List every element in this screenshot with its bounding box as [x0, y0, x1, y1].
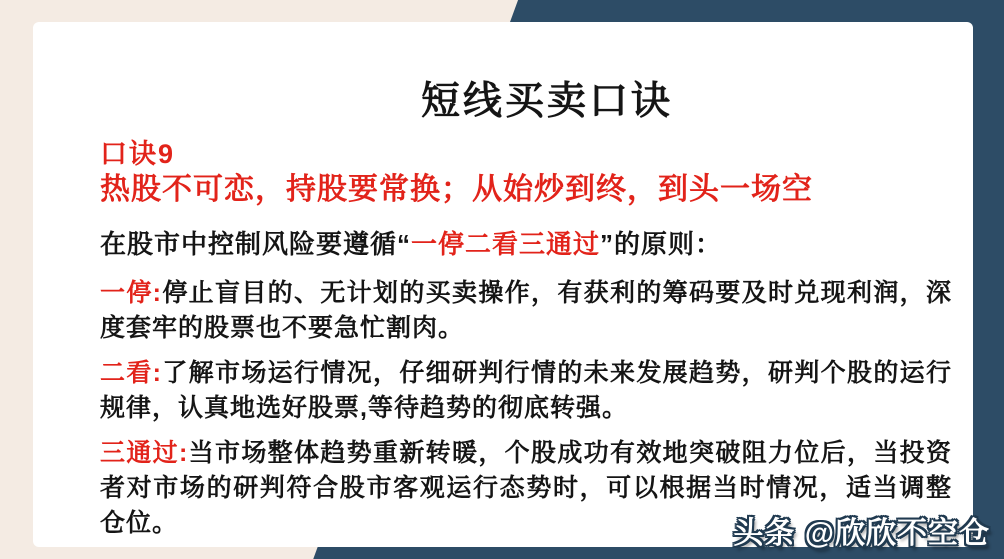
- paragraph-text: 停止盲目的、无计划的买卖操作，有获利的筹码要及时兑现利润，深度套牢的股票也不要急忙割肉。: [100, 279, 952, 342]
- paragraph-label: 三通过:: [100, 439, 189, 467]
- principle-line: [100, 224, 722, 261]
- toutiao-watermark: 头条 @欣欣不空仓: [733, 517, 990, 550]
- principle-suffix: ”的原则：: [600, 229, 723, 259]
- formula-text: 热股不可恋，持股要常换；从始炒到终，到头一场空: [100, 173, 813, 206]
- slide-title: 短线买卖口诀: [420, 80, 673, 123]
- paragraph-label: 一停:: [100, 279, 162, 307]
- paragraph-text: 当市场整体趋势重新转暖，个股成功有效地突破阻力位后，当投资者对市场的研判符合股市客观运行态势时，可以根据当时情况，适当调整仓位。: [100, 439, 952, 537]
- principle-prefix: 在股市中控制风险要遵循“: [100, 229, 412, 259]
- paragraph-text: 了解市场运行情况，仔细研判行情的未来发展趋势，研判个股的运行规律，认真地选好股票,等待趋势的彻底转强。: [100, 359, 952, 422]
- formula-number-label: 口诀9: [100, 139, 176, 169]
- principle-highlight: 一停二看三通过: [411, 229, 601, 259]
- slide-card: [33, 22, 973, 547]
- paragraph-one-stop: [100, 276, 952, 346]
- paragraph-two-look: [100, 356, 952, 426]
- paragraph-label: 二看:: [100, 359, 162, 387]
